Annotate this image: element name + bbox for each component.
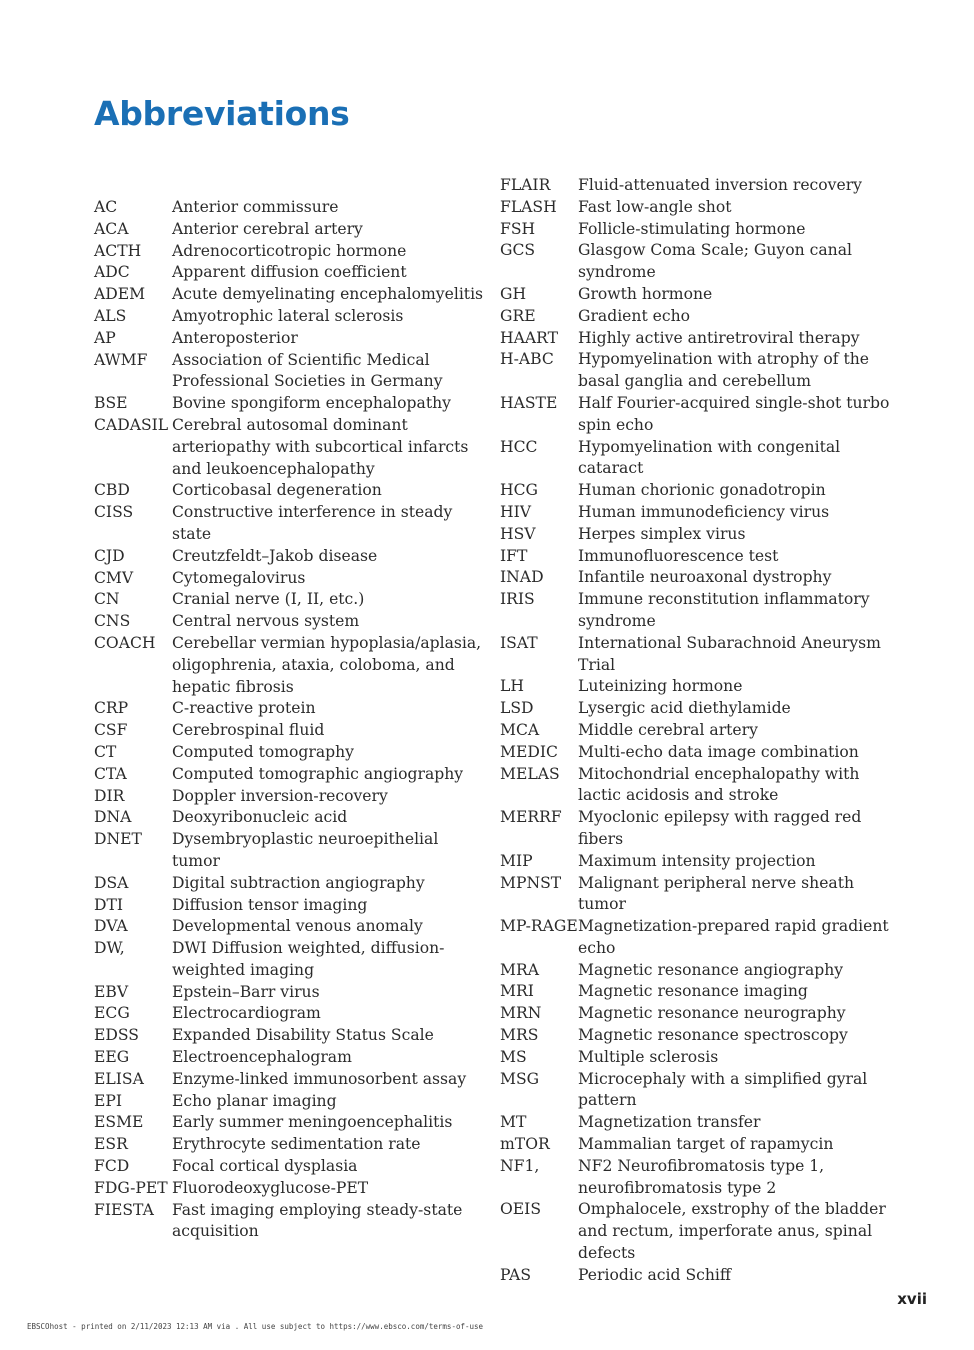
- abbreviation-term: ISAT: [500, 633, 538, 652]
- abbreviation-definition: Magnetic resonance spectroscopy: [578, 1026, 848, 1045]
- abbreviation-term: FDG-PET: [94, 1178, 168, 1197]
- abbreviation-term: GH: [500, 284, 527, 303]
- abbreviation-entry: [94, 415, 484, 480]
- abbreviation-definition: Association of Scientific Medical Professional Societies in Germany: [172, 350, 443, 391]
- abbreviation-entry: [94, 1003, 484, 1025]
- abbreviation-definition: NF2 Neurofibromatosis type 1, neurofibromatosis type 2: [578, 1156, 825, 1197]
- abbreviation-entry: [94, 764, 484, 786]
- abbreviation-term: FSH: [500, 219, 536, 238]
- abbreviation-definition: Deoxyribonucleic acid: [172, 808, 348, 827]
- abbreviation-entry: [500, 633, 900, 677]
- abbreviation-term: INAD: [500, 568, 544, 587]
- abbreviation-definition: Highly active antiretroviral therapy: [578, 328, 860, 347]
- abbreviation-definition: Cytomegalovirus: [172, 568, 306, 587]
- abbreviation-definition: Omphalocele, exstrophy of the bladder and rectum, imperforate anus, spinal defects: [578, 1200, 886, 1263]
- abbreviation-definition: International Subarachnoid Aneurysm Trial: [578, 633, 881, 674]
- abbreviation-definition: C-reactive protein: [172, 699, 316, 718]
- abbreviation-definition: Anterior commissure: [172, 198, 339, 216]
- abbreviation-entry: [500, 1003, 900, 1025]
- abbreviation-term: ACTH: [94, 241, 142, 260]
- abbreviation-term: IRIS: [500, 590, 535, 609]
- abbreviation-definition: Creutzfeldt–Jakob disease: [172, 546, 378, 565]
- abbreviation-term: FCD: [94, 1157, 130, 1176]
- abbreviation-definition: Malignant peripheral nerve sheath tumor: [578, 873, 855, 914]
- abbreviation-definition: Enzyme-linked immunosorbent assay: [172, 1069, 467, 1088]
- abbreviation-entry: [500, 502, 900, 524]
- abbreviation-definition: Hypomyelination with atrophy of the basal ganglia and cerebellum: [578, 350, 870, 391]
- abbreviation-definition: Glasgow Coma Scale; Guyon canal syndrome: [578, 241, 852, 282]
- abbreviation-definition: Myoclonic epilepsy with ragged red fibers: [578, 808, 862, 848]
- abbreviation-entry: [94, 1178, 484, 1200]
- abbreviation-term: AWMF: [94, 350, 148, 369]
- abbreviation-entry: [500, 720, 900, 742]
- abbreviation-entry: [94, 546, 484, 568]
- abbreviation-term: MELAS: [500, 764, 560, 783]
- abbreviation-term: MRA: [500, 960, 539, 979]
- abbreviation-entry: [94, 393, 484, 415]
- abbreviation-entry: [500, 197, 900, 219]
- abbreviation-definition: Amyotrophic lateral sclerosis: [172, 306, 404, 325]
- abbreviation-definition: DWI Diffusion weighted, diffusion-weighted imaging: [172, 939, 445, 979]
- abbreviation-entry: [500, 328, 900, 350]
- abbreviation-definition: Luteinizing hormone: [578, 677, 743, 696]
- abbreviation-term: DIR: [94, 786, 125, 805]
- abbreviation-definition: Periodic acid Schiff: [578, 1265, 731, 1284]
- abbreviation-term: GRE: [500, 306, 536, 325]
- abbreviation-definition: Microcephaly with a simplified gyral pattern: [578, 1069, 868, 1110]
- abbreviation-term: DW,: [94, 939, 125, 958]
- abbreviation-term: ESR: [94, 1135, 128, 1154]
- abbreviation-term: DSA: [94, 873, 129, 892]
- abbreviation-term: CADASIL: [94, 415, 169, 434]
- abbreviation-entry: [94, 1156, 484, 1178]
- abbreviation-definition: Cerebellar vermian hypoplasia/aplasia, oligophrenia, ataxia, coloboma, and hepatic fibrosis: [172, 633, 482, 696]
- abbreviation-definition: Human immunodeficiency virus: [578, 502, 830, 521]
- abbreviation-definition: Epstein–Barr virus: [172, 982, 320, 1001]
- abbreviation-entry: [500, 306, 900, 328]
- abbreviation-term: IFT: [500, 546, 528, 565]
- abbreviation-term: PAS: [500, 1265, 532, 1284]
- abbreviation-definition: Cranial nerve (I, II, etc.): [172, 590, 365, 609]
- abbreviation-definition: Maximum intensity projection: [578, 851, 816, 870]
- abbreviation-term: mTOR: [500, 1135, 550, 1154]
- abbreviation-entry: [500, 349, 900, 393]
- abbreviation-entry: [94, 895, 484, 917]
- abbreviation-term: CJD: [94, 546, 125, 565]
- page-number: xvii: [897, 1290, 927, 1308]
- abbreviation-definition: Developmental venous anomaly: [172, 917, 423, 936]
- abbreviation-definition: Dysembryoplastic neuroepithelial tumor: [172, 830, 439, 870]
- abbreviation-entry: [94, 241, 484, 263]
- abbreviation-term: DNET: [94, 830, 142, 849]
- abbreviation-definition: Follicle-stimulating hormone: [578, 219, 806, 238]
- abbreviation-entry: [500, 807, 900, 851]
- abbreviation-definition: Infantile neuroaxonal dystrophy: [578, 568, 832, 587]
- abbreviation-term: CN: [94, 590, 120, 609]
- abbreviation-entry: [94, 916, 484, 938]
- abbreviation-definition: Diffusion tensor imaging: [172, 895, 368, 914]
- abbreviation-entry: [94, 1047, 484, 1069]
- abbreviation-entry: [500, 873, 900, 917]
- abbreviation-entry: [94, 1091, 484, 1113]
- abbreviation-definition: Fluorodeoxyglucose-PET: [172, 1178, 369, 1197]
- abbreviation-definition: Early summer meningoencephalitis: [172, 1113, 453, 1132]
- abbreviation-entry: [500, 698, 900, 720]
- abbreviation-entry: [500, 1199, 900, 1264]
- abbreviation-definition: Immune reconstitution inflammatory syndrome: [578, 590, 870, 630]
- abbreviation-term: DTI: [94, 895, 124, 914]
- abbreviation-definition: Acute demyelinating encephalomyelitis: [172, 285, 484, 304]
- abbreviation-definition: Anterior cerebral artery: [172, 219, 363, 238]
- abbreviation-entry: [94, 1112, 484, 1134]
- abbreviation-term: ACA: [94, 219, 129, 238]
- abbreviation-entry: [500, 284, 900, 306]
- abbreviation-definition: Focal cortical dysplasia: [172, 1157, 358, 1176]
- abbreviation-term: HCC: [500, 437, 538, 456]
- abbreviation-term: CSF: [94, 721, 128, 740]
- abbreviation-entry: [94, 328, 484, 350]
- abbreviation-entry: [500, 437, 900, 481]
- abbreviation-definition: Hypomyelination with congenital cataract: [578, 437, 841, 478]
- abbreviation-term: H-ABC: [500, 350, 554, 369]
- abbreviation-entry: [500, 546, 900, 568]
- abbreviation-definition: Magnetic resonance neurography: [578, 1004, 846, 1023]
- abbreviation-entry: [500, 676, 900, 698]
- abbreviation-term: CTA: [94, 764, 127, 783]
- abbreviation-term: CBD: [94, 481, 130, 500]
- abbreviation-term: HASTE: [500, 393, 558, 412]
- abbreviation-term: CRP: [94, 699, 129, 718]
- abbreviation-definition: Echo planar imaging: [172, 1091, 337, 1110]
- abbreviation-definition: Doppler inversion-recovery: [172, 786, 388, 805]
- abbreviation-term: DNA: [94, 808, 132, 827]
- page-title: Abbreviations: [94, 94, 350, 133]
- abbreviation-entry: [500, 240, 900, 284]
- abbreviation-term: NF1,: [500, 1156, 540, 1175]
- abbreviation-entry: [94, 698, 484, 720]
- abbreviation-list-right: [500, 175, 900, 1287]
- abbreviation-term: MEDIC: [500, 742, 558, 761]
- abbreviation-definition: Growth hormone: [578, 284, 713, 303]
- abbreviation-entry: [94, 938, 484, 982]
- abbreviation-entry: [94, 742, 484, 764]
- abbreviation-definition: Half Fourier-acquired single-shot turbo spin echo: [578, 393, 890, 434]
- abbreviation-entry: [94, 568, 484, 590]
- abbreviation-entry: [94, 1134, 484, 1156]
- abbreviation-definition: Gradient echo: [578, 306, 691, 325]
- abbreviation-term: HAART: [500, 328, 558, 347]
- abbreviation-entry: [94, 589, 484, 611]
- abbreviation-definition: Fast low-angle shot: [578, 197, 732, 216]
- abbreviation-entry: [500, 1069, 900, 1113]
- abbreviation-entry: [94, 197, 484, 219]
- footer-note: EBSCOhost - printed on 2/11/2023 12:13 AM via . All use subject to https://www.ebsco.com/terms-of-use: [27, 1322, 484, 1331]
- abbreviation-term: BSE: [94, 394, 128, 413]
- abbreviation-term: CT: [94, 742, 117, 761]
- abbreviation-definition: Apparent diffusion coefficient: [172, 263, 407, 282]
- abbreviation-entry: [94, 829, 484, 873]
- abbreviation-term: EPI: [94, 1091, 123, 1110]
- abbreviation-term: GCS: [500, 241, 536, 260]
- abbreviation-entry: [500, 1025, 900, 1047]
- abbreviation-entry: [94, 502, 484, 546]
- abbreviation-entry: [94, 262, 484, 284]
- abbreviation-entry: [500, 981, 900, 1003]
- abbreviation-entry: [94, 633, 484, 698]
- abbreviation-entry: [94, 480, 484, 502]
- abbreviation-entry: [94, 807, 484, 829]
- abbreviation-definition: Immunofluorescence test: [578, 546, 779, 565]
- abbreviation-term: LSD: [500, 699, 534, 718]
- abbreviation-term: LH: [500, 677, 524, 696]
- abbreviation-definition: Multiple sclerosis: [578, 1047, 719, 1066]
- abbreviation-term: EBV: [94, 982, 129, 1001]
- abbreviation-term: MRN: [500, 1004, 542, 1023]
- abbreviation-definition: Bovine spongiform encephalopathy: [172, 394, 451, 413]
- abbreviation-definition: Mammalian target of rapamycin: [578, 1135, 834, 1154]
- abbreviation-definition: Human chorionic gonadotropin: [578, 481, 826, 500]
- abbreviation-entry: [500, 175, 900, 197]
- abbreviation-definition: Constructive interference in steady state: [172, 503, 453, 543]
- abbreviation-term: MS: [500, 1047, 527, 1066]
- abbreviation-term: FIESTA: [94, 1200, 154, 1219]
- abbreviation-entry: [500, 1112, 900, 1134]
- abbreviation-term: EEG: [94, 1048, 130, 1067]
- abbreviation-definition: Electrocardiogram: [172, 1004, 321, 1023]
- abbreviation-definition: Herpes simplex virus: [578, 524, 746, 543]
- abbreviation-term: ALS: [94, 306, 127, 325]
- abbreviation-definition: Magnetic resonance angiography: [578, 960, 844, 979]
- abbreviation-entry: [94, 1069, 484, 1091]
- abbreviation-definition: Cerebral autosomal dominant arteriopathy with subcortical infarcts and leukoencephalopathy: [172, 415, 469, 478]
- abbreviation-entry: [500, 916, 900, 960]
- abbreviation-definition: Corticobasal degeneration: [172, 481, 382, 500]
- abbreviation-entry: [500, 764, 900, 808]
- abbreviation-entry: [500, 1047, 900, 1069]
- abbreviation-definition: Middle cerebral artery: [578, 720, 758, 739]
- abbreviation-term: CMV: [94, 568, 134, 587]
- abbreviation-term: ECG: [94, 1004, 130, 1023]
- abbreviation-definition: Magnetization-prepared rapid gradient echo: [578, 917, 889, 957]
- abbreviation-entry: [94, 284, 484, 306]
- abbreviation-definition: Adrenocorticotropic hormone: [172, 241, 407, 260]
- abbreviation-term: ESME: [94, 1113, 144, 1132]
- abbreviation-entry: [94, 350, 484, 394]
- abbreviation-entry: [94, 786, 484, 808]
- abbreviation-entry: [500, 1134, 900, 1156]
- abbreviation-entry: [500, 567, 900, 589]
- abbreviation-term: OEIS: [500, 1200, 542, 1219]
- abbreviation-term: FLASH: [500, 197, 557, 216]
- abbreviation-definition: Central nervous system: [172, 612, 360, 631]
- abbreviation-term: CISS: [94, 503, 134, 522]
- abbreviation-definition: Magnetization transfer: [578, 1113, 761, 1132]
- abbreviation-term: COACH: [94, 633, 156, 652]
- abbreviation-term: HIV: [500, 502, 532, 521]
- abbreviation-entry: [500, 480, 900, 502]
- abbreviation-definition: Erythrocyte sedimentation rate: [172, 1135, 421, 1154]
- abbreviation-definition: Computed tomography: [172, 742, 354, 761]
- abbreviation-term: MERRF: [500, 808, 562, 827]
- abbreviation-definition: Fluid-attenuated inversion recovery: [578, 176, 862, 194]
- abbreviation-term: HCG: [500, 481, 538, 500]
- abbreviation-entry: [94, 1025, 484, 1047]
- abbreviation-definition: Digital subtraction angiography: [172, 873, 425, 892]
- abbreviation-entry: [500, 524, 900, 546]
- abbreviation-term: AP: [94, 328, 116, 347]
- abbreviation-term: ELISA: [94, 1069, 144, 1088]
- abbreviation-definition: Magnetic resonance imaging: [578, 982, 808, 1001]
- abbreviation-term: MRI: [500, 982, 534, 1001]
- abbreviation-term: EDSS: [94, 1026, 139, 1045]
- abbreviation-entry: [94, 873, 484, 895]
- abbreviation-term: MCA: [500, 720, 540, 739]
- abbreviation-entry: [500, 393, 900, 437]
- abbreviation-term: FLAIR: [500, 176, 551, 194]
- abbreviation-definition: Cerebrospinal fluid: [172, 721, 325, 740]
- abbreviation-entry: [500, 589, 900, 633]
- abbreviation-definition: Electroencephalogram: [172, 1048, 352, 1067]
- abbreviation-definition: Expanded Disability Status Scale: [172, 1026, 434, 1045]
- abbreviation-term: HSV: [500, 524, 536, 543]
- abbreviation-entry: [94, 219, 484, 241]
- abbreviation-term: MT: [500, 1113, 527, 1132]
- abbreviation-entry: [500, 1265, 900, 1287]
- abbreviation-entry: [94, 611, 484, 633]
- abbreviation-term: DVA: [94, 917, 128, 936]
- abbreviation-definition: Fast imaging employing steady-state acquisition: [172, 1200, 463, 1241]
- abbreviation-list-left: [94, 197, 484, 1243]
- abbreviation-entry: [500, 960, 900, 982]
- abbreviation-definition: Computed tomographic angiography: [172, 764, 464, 783]
- abbreviation-term: CNS: [94, 612, 131, 631]
- abbreviation-definition: Multi-echo data image combination: [578, 742, 859, 761]
- abbreviation-entry: [500, 219, 900, 241]
- abbreviation-entry: [500, 742, 900, 764]
- abbreviation-term: ADC: [94, 263, 130, 282]
- abbreviation-term: MRS: [500, 1026, 539, 1045]
- abbreviation-definition: Mitochondrial encephalopathy with lactic acidosis and stroke: [578, 764, 860, 805]
- abbreviation-term: MSG: [500, 1069, 540, 1088]
- abbreviation-term: MP-RAGE: [500, 917, 578, 936]
- abbreviation-entry: [500, 851, 900, 873]
- abbreviation-entry: [94, 1200, 484, 1244]
- abbreviation-definition: Anteroposterior: [172, 328, 298, 347]
- abbreviation-entry: [94, 306, 484, 328]
- abbreviation-term: AC: [94, 198, 118, 216]
- abbreviation-entry: [94, 982, 484, 1004]
- abbreviation-entry: [94, 720, 484, 742]
- abbreviation-term: ADEM: [94, 285, 146, 304]
- abbreviation-term: MIP: [500, 851, 533, 870]
- abbreviation-entry: [500, 1156, 900, 1200]
- abbreviation-term: MPNST: [500, 873, 562, 892]
- abbreviation-definition: Lysergic acid diethylamide: [578, 699, 791, 718]
